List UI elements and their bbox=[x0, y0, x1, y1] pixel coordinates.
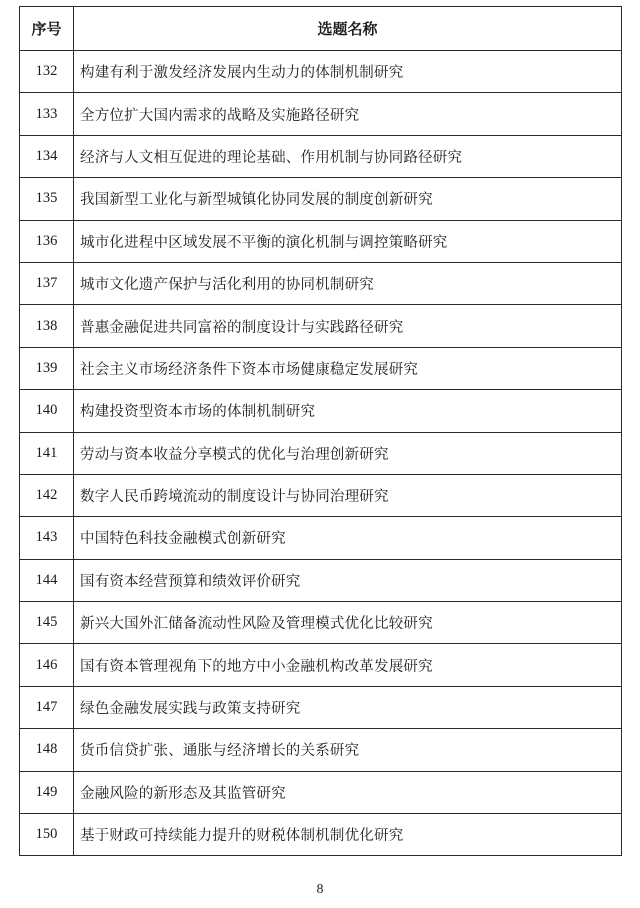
table-row bbox=[20, 262, 622, 304]
row-title: 城市化进程中区域发展不平衡的演化机制与调控策略研究 bbox=[74, 220, 622, 262]
row-title: 基于财政可持续能力提升的财税体制机制优化研究 bbox=[74, 814, 622, 856]
row-number: 141 bbox=[20, 432, 74, 474]
table-row bbox=[20, 814, 622, 856]
table-row bbox=[20, 602, 622, 644]
row-number: 149 bbox=[20, 771, 74, 813]
page-number: 8 bbox=[316, 882, 324, 897]
table-row bbox=[20, 135, 622, 177]
table-row bbox=[20, 390, 622, 432]
row-number: 137 bbox=[20, 262, 74, 304]
row-number: 150 bbox=[20, 814, 74, 856]
row-number: 132 bbox=[20, 51, 74, 93]
row-title: 国有资本管理视角下的地方中小金融机构改革发展研究 bbox=[74, 644, 622, 686]
table-row bbox=[20, 686, 622, 728]
header-title: 选题名称 bbox=[74, 7, 622, 51]
table-row bbox=[20, 559, 622, 601]
row-number: 138 bbox=[20, 305, 74, 347]
row-title: 劳动与资本收益分享模式的优化与治理创新研究 bbox=[74, 432, 622, 474]
row-title: 经济与人文相互促进的理论基础、作用机制与协同路径研究 bbox=[74, 135, 622, 177]
row-title: 货币信贷扩张、通胀与经济增长的关系研究 bbox=[74, 729, 622, 771]
table-header-row bbox=[20, 7, 622, 51]
table-row bbox=[20, 347, 622, 389]
row-title: 中国特色科技金融模式创新研究 bbox=[74, 517, 622, 559]
row-number: 139 bbox=[20, 347, 74, 389]
row-title: 全方位扩大国内需求的战略及实施路径研究 bbox=[74, 93, 622, 135]
table-body bbox=[20, 51, 622, 856]
row-title: 城市文化遗产保护与活化利用的协同机制研究 bbox=[74, 262, 622, 304]
row-number: 140 bbox=[20, 390, 74, 432]
row-number: 134 bbox=[20, 135, 74, 177]
table-row bbox=[20, 93, 622, 135]
row-number: 142 bbox=[20, 474, 74, 516]
table-row bbox=[20, 51, 622, 93]
table-row bbox=[20, 305, 622, 347]
row-title: 构建投资型资本市场的体制机制研究 bbox=[74, 390, 622, 432]
row-title: 金融风险的新形态及其监管研究 bbox=[74, 771, 622, 813]
row-number: 147 bbox=[20, 686, 74, 728]
row-title: 新兴大国外汇储备流动性风险及管理模式优化比较研究 bbox=[74, 602, 622, 644]
table-row bbox=[20, 517, 622, 559]
row-number: 143 bbox=[20, 517, 74, 559]
row-title: 构建有利于激发经济发展内生动力的体制机制研究 bbox=[74, 51, 622, 93]
row-number: 145 bbox=[20, 602, 74, 644]
row-title: 普惠金融促进共同富裕的制度设计与实践路径研究 bbox=[74, 305, 622, 347]
table-row bbox=[20, 220, 622, 262]
row-title: 社会主义市场经济条件下资本市场健康稳定发展研究 bbox=[74, 347, 622, 389]
row-title: 国有资本经营预算和绩效评价研究 bbox=[74, 559, 622, 601]
table-row bbox=[20, 178, 622, 220]
row-number: 144 bbox=[20, 559, 74, 601]
table-row bbox=[20, 474, 622, 516]
row-title: 绿色金融发展实践与政策支持研究 bbox=[74, 686, 622, 728]
row-number: 135 bbox=[20, 178, 74, 220]
table-row bbox=[20, 729, 622, 771]
row-number: 133 bbox=[20, 93, 74, 135]
row-number: 146 bbox=[20, 644, 74, 686]
row-number: 148 bbox=[20, 729, 74, 771]
table-row bbox=[20, 771, 622, 813]
topics-table bbox=[19, 6, 622, 856]
row-title: 数字人民币跨境流动的制度设计与协同治理研究 bbox=[74, 474, 622, 516]
table-row bbox=[20, 432, 622, 474]
row-title: 我国新型工业化与新型城镇化协同发展的制度创新研究 bbox=[74, 178, 622, 220]
header-number: 序号 bbox=[20, 7, 74, 51]
table-row bbox=[20, 644, 622, 686]
row-number: 136 bbox=[20, 220, 74, 262]
